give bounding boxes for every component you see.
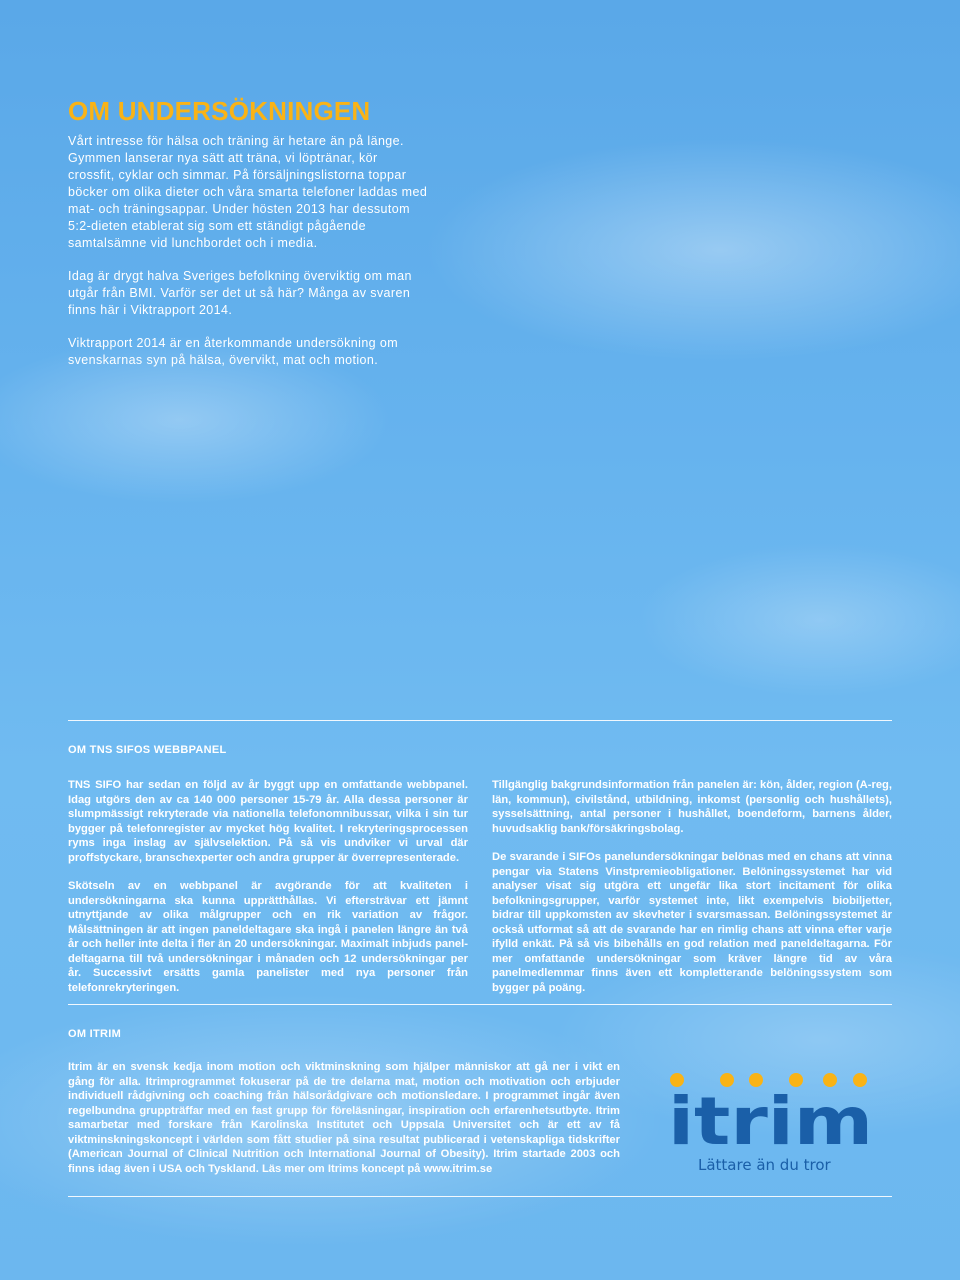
divider-bottom xyxy=(68,1196,892,1197)
itrim-section-title: OM ITRIM xyxy=(68,1028,122,1040)
intro-paragraph-2: Idag är drygt halva Sveriges befolkning överviktig om man utgår från BMI. Varför ser det ut så här? Många av svaren finns här i Viktrapport 2014. xyxy=(68,269,412,317)
tns-right-column xyxy=(492,778,892,1009)
itrim-paragraph: Itrim är en svensk kedja inom motion och viktminskning som hjälper människor att gå ner i vikt en gång för alla. Itrimprogrammet fokuserar på de tre delarna mat, motion och motivation och erbjuder individuell rådgivning och coaching från hälsorådgivare och motionsledare. I programmet ingår även regelbundna gruppträffar med en fast grupp för föreläsningar, inspiration och erfarenhetsutbyte. Itrim samarbetar med forskare från Karolinska Institutet och Uppsala Universitet och är ett av få viktminskningskoncept i världen som fått studier på sina resultat publicerad i vetenskapliga tidskrifter (American Journal of Clinical Nutrition och International Journal of Obesity). Itrim startade 2003 och finns idag även i USA och Tyskland. Läs mer om Itrims koncept på www.itrim.se xyxy=(68,1061,620,1175)
tns-left-column xyxy=(68,778,468,1009)
itrim-column xyxy=(68,1060,620,1190)
intro-paragraph-3: Viktrapport 2014 är en återkommande undersökning om svenskarnas syn på hälsa, övervikt, mat och motion. xyxy=(68,336,399,367)
tns-left-paragraph-1: TNS SIFO har sedan en följd av år byggt upp en omfattande webbpanel. Idag utgörs den av ca 140 000 personer 15-79 år. Alla dessa personer är slumpmässigt rekryterade via nationella telefonomnibussar, vilka i sin tur bygger på telefonregister av mycket hög kvalitet. I rekryteringsprocessen ryms inga inslag av självselektion. På så vis undviker vi urval där proffstyckare, branschexperter och andra grupper är överrepresenterade. xyxy=(68,779,468,864)
tns-right-paragraph-2: De svarande i SIFOs panelundersökningar belönas med en chans att vinna pengar via Statens Vinstpremieobligationer. Belöningssystemet har vid analyser visat sig utgöra ett ungefär lika stort incitament för olika befolkningsgrupper, varför systemet inte, likt exempelvis biobiljetter, bidrar till uppkomsten av skevheter i svarsmassan. Belöningssystemet är också utformat så att de svarande har en rimlig chans att vinna efter varje ifylld enkät. På så vis bibehålls en god relation med paneldeltagarna. För mer omfattande undersökningar som kräver längre tid av våra panelmedlemmar finns även ett kompletterande belöningssystem som bygger på poäng. xyxy=(492,851,892,994)
logo-tagline: Lättare än du tror xyxy=(698,1156,831,1174)
intro-section xyxy=(68,96,428,385)
tns-left-paragraph-2: Skötseln av en webbpanel är avgörande för att kvaliteten i undersökningarna ska kunna upprätthållas. Vi eftersträvar ett jämnt utnyttjande av olika målgrupper och en rik variation av frågor. Målsättningen är att ingen paneldeltagare ska ingå i panelen längre än två år och heller inte delta i fler än 20 undersökningar. Maximalt inbjuds panel-deltagarna till två undersökningar i månaden och 12 undersökningar per år. Successivt ersätts gamla panelister med nya personer från telefonrekryteringen. xyxy=(68,880,468,994)
intro-paragraph-1: Vårt intresse för hälsa och träning är hetare än på länge. Gymmen lanserar nya sätt att träna, vi löptränar, kör crossfit, cyklar och simmar. På försäljningslistorna toppar böcker om olika dieter och våra smarta telefoner laddas med mat- och träningsappar. Under hösten 2013 har dessutom 5:2-dieten etablerat sig som ett ständigt pågående samtalsämne vid lunchbordet och i media. xyxy=(68,134,428,250)
tns-section-title: OM TNS SIFOS WEBBPANEL xyxy=(68,744,227,756)
intro-title: OM UNDERSÖKNINGEN xyxy=(68,96,371,126)
logo-wordmark: itrim xyxy=(668,1083,873,1160)
tns-right-paragraph-1: Tillgänglig bakgrundsinformation från panelen är: kön, ålder, region (A-reg, län, kommun), civilstånd, utbildning, inkomst (personlig och hushållets), sysselsättning, antal personer i hushållet, boendeform, barnens ålder, huvudsaklig bank/försäkringsbolag. xyxy=(492,779,892,835)
divider-top xyxy=(68,720,892,721)
divider-middle xyxy=(68,1004,892,1005)
